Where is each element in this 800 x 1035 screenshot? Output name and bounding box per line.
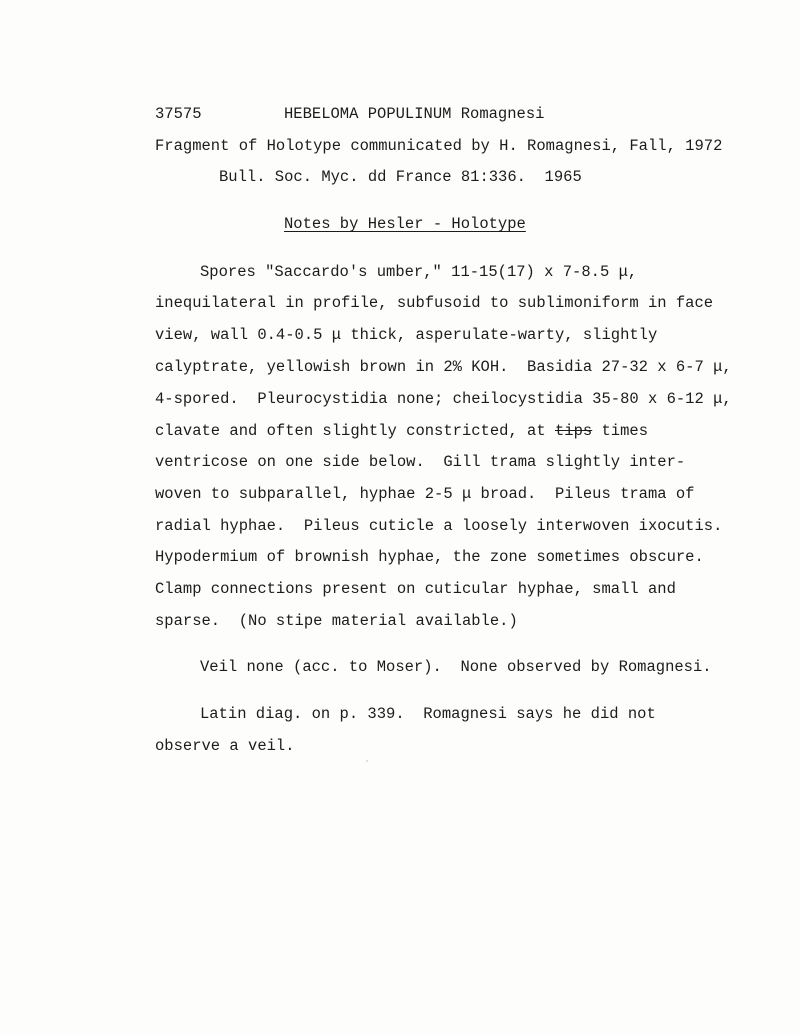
description-line: ventricose on one side below. Gill trama slightly inter- [155,453,686,471]
accession-number: 37575 [155,105,202,123]
latin-note-line: Latin diag. on p. 339. Romagnesi says he did not [200,705,656,723]
notes-heading: Notes by Hesler - Holotype [284,215,526,233]
bulletin-citation: Bull. Soc. Myc. dd France 81:336. 1965 [219,168,582,186]
description-line: 4-spored. Pleurocystidia none; cheilocystidia 35-80 x 6-12 μ, [155,390,732,408]
description-line: woven to subparallel, hyphae 2-5 μ broad. Pileus trama of [155,485,695,503]
species-title: HEBELOMA POPULINUM Romagnesi [284,105,545,123]
description-line [155,421,648,441]
description-line: radial hyphae. Pileus cuticle a loosely interwoven ixocutis. [155,517,723,535]
struck-word: tips [554,422,593,440]
fragment-line: Fragment of Holotype communicated by H. Romagnesi, Fall, 1972 [155,137,723,155]
description-line: Hypodermium of brownish hyphae, the zone sometimes obscure. [155,548,704,566]
description-line: calyptrate, yellowish brown in 2% KOH. Basidia 27-32 x 6-7 μ, [155,358,732,376]
paper-speck [366,760,368,762]
veil-note: Veil none (acc. to Moser). None observed by Romagnesi. [200,658,712,676]
latin-note-line: observe a veil. [155,737,295,755]
description-line-tail: times [592,422,649,440]
description-line-text: clavate and often slightly constricted, at [155,422,546,440]
description-line: view, wall 0.4-0.5 μ thick, asperulate-warty, slightly [155,326,658,344]
description-line: Spores "Saccardo's umber," 11-15(17) x 7-8.5 μ, [200,263,638,281]
description-line: sparse. (No stipe material available.) [155,612,518,630]
description-line: inequilateral in profile, subfusoid to sublimoniform in face [155,294,714,312]
description-line: Clamp connections present on cuticular hyphae, small and [155,580,676,598]
